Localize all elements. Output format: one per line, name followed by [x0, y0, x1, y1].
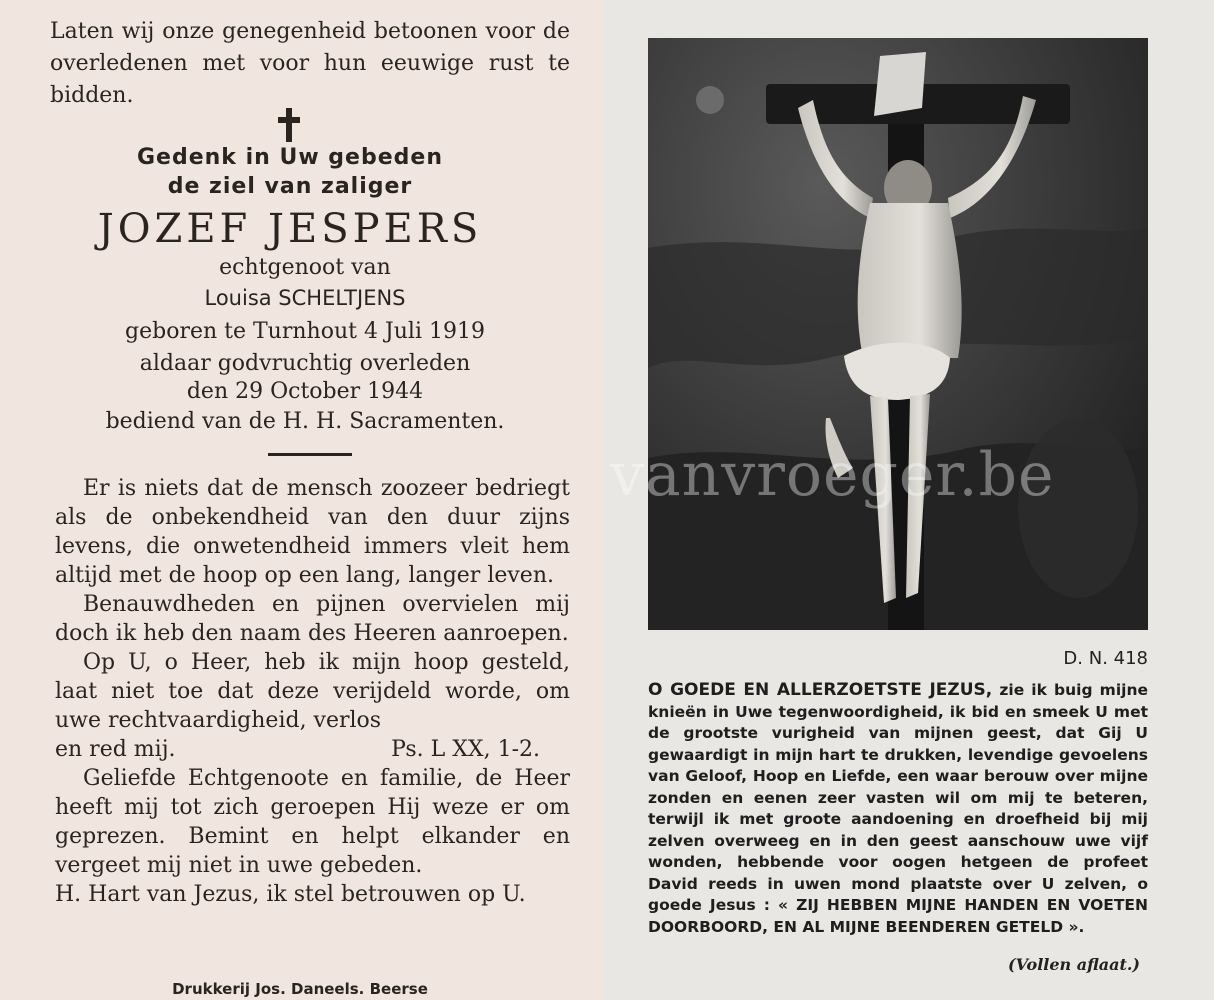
memorial-card-text-side	[0, 0, 604, 1000]
spouse-label: echtgenoot van	[219, 255, 391, 280]
prayer-body: zie ik buig mijne knieën in Uwe tegenwoordigheid, ik bid en smeek U met de grootste vurigheid van mijnen geest, dat Gij U gewaardigt in mijn hart te drukken, levendige gevoelens van Geloof, Hoop en Liefde, een waar berouw over mijne zonden en eenen zeer vasten wil om mij te beteren, terwijl ik met groote aandoening en droefheid bij mij zelven overweeg en in den geest aanschouw uwe vijf wonden, hebbende voor oogen hetgeen de profeet David reeds in uwen mond plaatste over U zelven, o goede Jesus :	[648, 681, 1148, 914]
reflection-paragraph-1: Er is niets dat de mensch zoozeer bedriegt als de onbekendheid van den duur zijns levens, die onwetendheid immers vleit hem altijd met de hoop op een lang, langer leven.	[55, 476, 570, 588]
prayer-lead: O GOEDE EN ALLERZOETSTE JEZUS,	[648, 680, 993, 700]
crucifixion-painting	[648, 38, 1148, 630]
indulgence-note: (Vollen aflaat.)	[1008, 955, 1140, 974]
reflection-paragraph-4: Geliefde Echtgenoote en familie, de Heer heeft mij tot zich geroepen Hij weze er om geprezen. Bemint en helpt elkander en vergeet mij niet in uwe gebeden.	[55, 766, 570, 878]
remembrance-line-2: de ziel van zaliger	[167, 174, 413, 199]
remembrance-line-1: Gedenk in Uw gebeden	[137, 145, 443, 170]
crucifixion-illustration	[648, 38, 1148, 630]
psalm-reference: Ps. L XX, 1-2.	[391, 737, 540, 762]
intro-text: Laten wij onze genegenheid betoonen voor de overledenen met voor hun eeuwige rust te bidden.	[50, 19, 570, 108]
prayer-quote: « ZIJ HEBBEN MIJNE HANDEN EN VOETEN DOORBOORD, EN AL MIJNE BEENDEREN GETELD ».	[648, 896, 1148, 936]
memorial-card-image-side	[604, 0, 1214, 1000]
card-number: D. N. 418	[1063, 648, 1148, 669]
sacraments-line: bediend van de H. H. Sacramenten.	[105, 409, 505, 434]
spouse-name: Louisa SCHELTJENS	[204, 286, 406, 310]
psalm-line	[55, 735, 570, 764]
printer-credit: Drukkerij Jos. Daneels. Beerse	[172, 980, 428, 998]
deceased-name: JOZEF JESPERS	[97, 206, 483, 252]
prayer-text	[648, 680, 1148, 938]
death-line-1: aldaar godvruchtig overleden	[139, 351, 471, 376]
divider-line	[268, 453, 352, 456]
reflection-paragraph-3: Op U, o Heer, heb ik mijn hoop gesteld, laat niet toe dat deze verijdeld worde, om uwe rechtvaardigheid, verlos	[55, 650, 570, 733]
sacred-heart-line: H. Hart van Jezus, ik stel betrouwen op U.	[55, 882, 526, 907]
reflection-paragraph-2: Benauwdheden en pijnen overvielen mij doch ik heb den naam des Heeren aanroepen.	[55, 592, 570, 646]
watermark: vanvroeger.be	[610, 440, 1055, 510]
reflection-body	[55, 474, 570, 909]
cross-icon	[278, 108, 300, 142]
remembrance-heading	[40, 143, 540, 201]
psalm-line-text: en red mij.	[55, 737, 176, 762]
birth-line: geboren te Turnhout 4 Juli 1919	[125, 319, 485, 344]
death-line-2: den 29 October 1944	[186, 379, 424, 404]
